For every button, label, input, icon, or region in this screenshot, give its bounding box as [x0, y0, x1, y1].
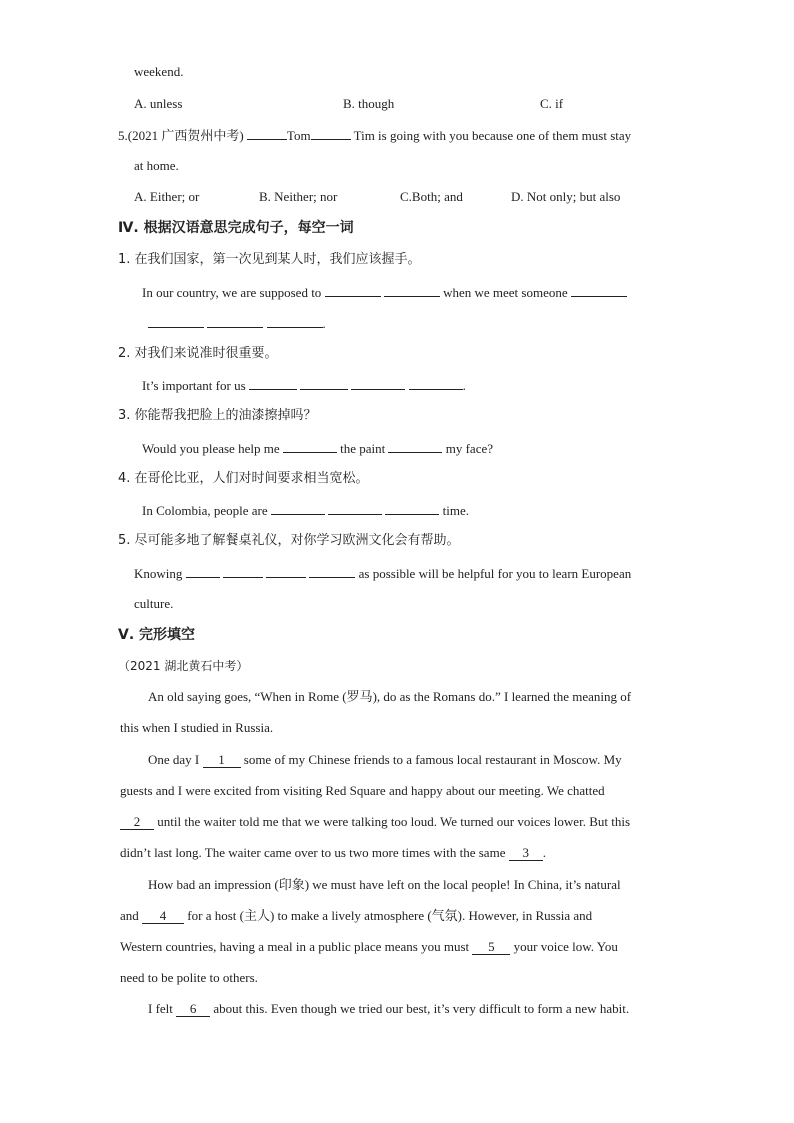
passage-text: .: [542, 845, 546, 860]
s4-item1-text-b: when we meet someone: [443, 285, 568, 300]
s4-item2-blank: [409, 377, 463, 390]
section4-title: Ⅳ. 根据汉语意思完成句子，每空一词: [118, 220, 354, 236]
cloze-blank-3: 3: [509, 846, 543, 861]
s4-item2-text-a: It’s important for us: [142, 378, 246, 393]
s4-item1-blank: [207, 315, 263, 328]
s4-item1-blank: [148, 315, 204, 328]
s4-item1-blank: [325, 284, 381, 297]
s4-item2-blank: [249, 377, 297, 390]
q4-option-a: A. unless: [134, 96, 183, 111]
cloze-blank-4: 4: [142, 909, 184, 924]
passage-text: Western countries, having a meal in a public place means you must: [120, 939, 470, 954]
passage-line: How bad an impression (印象) we must have left on the local people! In China, it’s natural: [148, 877, 621, 892]
s4-item2-end: .: [462, 378, 466, 393]
passage-line: need to be polite to others.: [120, 970, 258, 985]
passage-line: guests and I were excited from visiting Red Square and happy about our meeting. We chatted: [120, 783, 605, 798]
passage-line: [120, 908, 592, 924]
q5-blank-2: [311, 127, 351, 140]
q5-blank-1: [247, 127, 287, 140]
passage-text: about this. Even though we tried our best, it’s very difficult to form a new habit.: [213, 1001, 630, 1016]
passage-text: for a host (主人) to make a lively atmosphere (气氛). However, in Russia and: [187, 908, 593, 923]
s4-item3-en: [142, 440, 493, 457]
s4-item4-blank: [271, 502, 325, 515]
passage-text: and: [120, 908, 139, 923]
section5-title: Ⅴ. 完形填空: [118, 627, 196, 643]
s4-item1-text-a: In our country, we are supposed to: [142, 285, 322, 300]
section5-source: （2021 湖北黄石中考）: [118, 659, 249, 673]
s4-item4-en: [142, 502, 469, 519]
cloze-blank-1: 1: [203, 753, 241, 768]
s4-item1-blank: [384, 284, 440, 297]
q4-option-b: B. though: [343, 96, 395, 111]
q5-option-c: C.Both; and: [400, 189, 463, 204]
passage-text: your voice low. You: [513, 939, 618, 954]
s4-item5-cont: culture.: [134, 596, 174, 611]
s4-item3-blank: [283, 440, 337, 453]
s4-item3-text-a: Would you please help me: [142, 441, 280, 456]
passage-line: [148, 752, 622, 768]
q4-option-c: C. if: [540, 96, 564, 111]
s4-item1-en: [142, 284, 627, 301]
s4-item4-text-b: time.: [442, 503, 469, 518]
q5-option-b: B. Neither; nor: [259, 189, 338, 204]
s4-item4-blank: [385, 502, 439, 515]
s4-item5-text-a: Knowing: [134, 566, 183, 581]
s4-item1-line2: [148, 315, 326, 332]
s4-item2-blank: [351, 377, 405, 390]
passage-text: didn’t last long. The waiter came over to us two more times with the same: [120, 845, 506, 860]
s4-item5-en: [134, 565, 631, 582]
cloze-blank-5: 5: [472, 940, 510, 955]
q5-text-1: Tom: [286, 128, 311, 143]
q5-prefix: 5.(2021 广西贺州中考): [118, 128, 244, 143]
q5-option-d: D. Not only; but also: [511, 189, 621, 204]
s4-item3-zh: 3. 你能帮我把脸上的油漆擦掉吗？: [118, 408, 317, 423]
cloze-blank-6: 6: [176, 1002, 210, 1017]
s4-item3-blank: [388, 440, 442, 453]
passage-line: [148, 1001, 629, 1017]
s4-item2-zh: 2. 对我们来说准时很重要。: [118, 346, 278, 361]
s4-item5-zh: 5. 尽可能多地了解餐桌礼仪，对你学习欧洲文化会有帮助。: [118, 533, 460, 548]
s4-item3-text-b: the paint: [340, 441, 386, 456]
s4-item2-en: [142, 377, 466, 394]
s4-item5-text-b: as possible will be helpful for you to learn European: [358, 566, 632, 581]
q5-stem: [118, 127, 631, 144]
s4-item4-zh: 4. 在哥伦比亚，人们对时间要求相当宽松。: [118, 471, 369, 486]
q5-cont: at home.: [134, 158, 179, 173]
q4-tail: weekend.: [134, 64, 184, 79]
passage-text: some of my Chinese friends to a famous local restaurant in Moscow. My: [243, 752, 622, 767]
s4-item2-blank: [300, 377, 348, 390]
passage-text: One day I: [148, 752, 200, 767]
s4-item4-blank: [328, 502, 382, 515]
s4-item3-text-c: my face?: [445, 441, 494, 456]
passage-text: until the waiter told me that we were talking too loud. We turned our voices lower. But this: [157, 814, 631, 829]
s4-item1-blank: [267, 315, 323, 328]
passage-line: [120, 814, 630, 830]
s4-item5-blank: [266, 565, 306, 578]
passage-text: I felt: [148, 1001, 173, 1016]
s4-item4-text-a: In Colombia, people are: [142, 503, 268, 518]
s4-item1-end: .: [322, 316, 326, 331]
passage-line: [120, 939, 618, 955]
q5-text-2: Tim is going with you because one of them must stay: [353, 128, 632, 143]
s4-item5-blank: [309, 565, 355, 578]
s4-item1-zh: 1. 在我们国家，第一次见到某人时，我们应该握手。: [118, 252, 421, 267]
passage-line: [120, 845, 546, 861]
passage-line: An old saying goes, “When in Rome (罗马), do as the Romans do.” I learned the meaning of: [148, 689, 632, 704]
s4-item1-blank: [571, 284, 627, 297]
s4-item5-blank: [223, 565, 263, 578]
passage-line: this when I studied in Russia.: [120, 720, 274, 735]
s4-item5-blank: [186, 565, 220, 578]
cloze-blank-2: 2: [120, 815, 154, 830]
q5-option-a: A. Either; or: [134, 189, 200, 204]
